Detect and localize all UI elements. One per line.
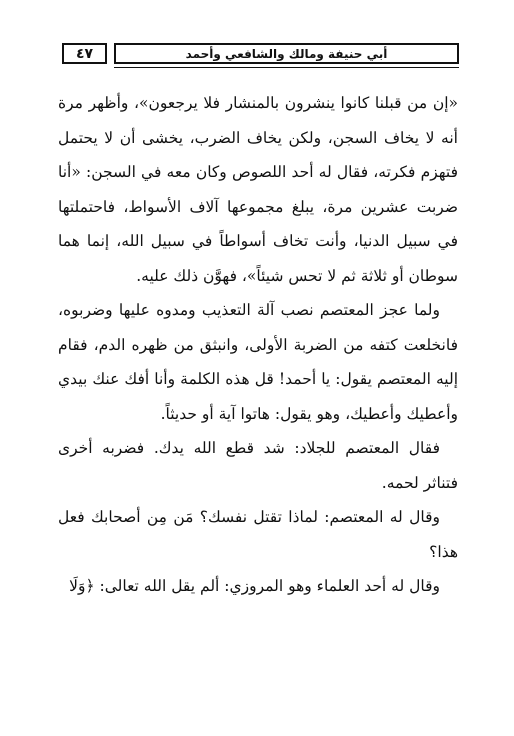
page-body [58,86,458,604]
page-header [62,43,459,66]
paragraph-5: وقال له أحد العلماء وهو المروزي: ألم يقل الله تعالى: ﴿وَلَا [69,577,440,595]
header-rule [114,67,459,68]
paragraph-1: «إن من قبلنا كانوا ينشرون بالمنشار فلا يرجعون»، وأظهر مرة أنه لا يخاف السجن، ولكن يخاف الضرب، يخشى أن لا يحتمل فتهزم فكرته، فقال له أحد اللصوص وكان معه في السجن: «أنا ضربت عشرين مرة، يبلغ مجموعها آلاف الأسواط، فاحتملتها في سبيل الدنيا، وأنت تخاف أسواطاً في سبيل الله، إنما هما سوطان أو ثلاثة ثم لا تحس شيئاً»، فهوَّن ذلك عليه. [58,94,458,285]
paragraph-2: ولما عجز المعتصم نصب آلة التعذيب ومدوه عليها وضربوه، فانخلعت كتفه من الضربة الأولى، وانبثق من ظهره الدم، فقام إليه المعتصم يقول: يا أحمد! قل هذه الكلمة وأنا أفك عنك بيدي وأعطيك وأعطيك، وهو يقول: هاتوا آية أو حديثاً. [58,301,458,423]
page-number: ٤٧ [62,43,107,64]
paragraph-3: فقال المعتصم للجلاد: شد قطع الله يدك. فضربه أخرى فتناثر لحمه. [58,439,458,492]
running-title: أبي حنيفة ومالك والشافعي وأحمد [114,43,459,64]
paragraph-4: وقال له المعتصم: لماذا تقتل نفسك؟ مَن مِن أصحابك فعل هذا؟ [58,508,458,561]
